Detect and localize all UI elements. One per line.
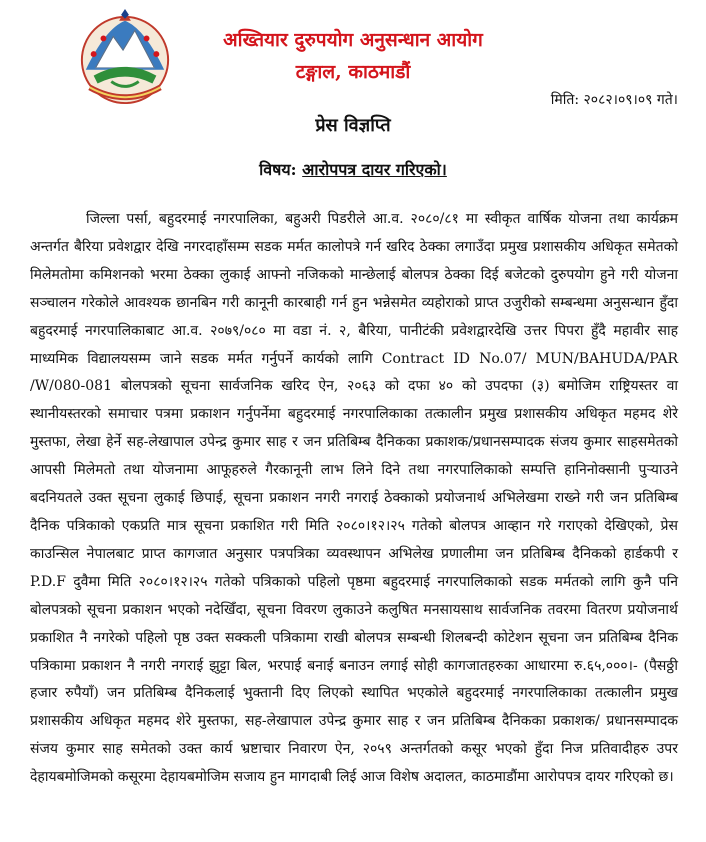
document-date: मिति: २०८२।०९।०९ गते।	[550, 92, 678, 108]
subject-line	[0, 158, 706, 180]
nepal-government-emblem-icon	[76, 8, 174, 108]
organization-name: अख्तियार दुरुपयोग अनुसन्धान आयोग	[223, 29, 483, 51]
press-release-title: प्रेस विज्ञप्ति	[315, 115, 391, 136]
press-release-body: जिल्ला पर्सा, बहुदरमाई नगरपालिका, बहुअरी पिडरीले आ.व. २०८०/८१ मा स्वीकृत वार्षिक योजना तथा कार्यक्रम अन्तर्गत बैरिया प्रवेशद्वार देखि नगरदाहाँसम्म सडक मर्मत कालोपत्रे गर्न खरिद ठेक्का लगाउँदा प्रमुख प्रशासकीय अधिकृत समेतको मिलेमतोमा कमिशनको भरमा ठेक्का लुकाई आफ्नो नजिकको मान्छेलाई बोलपत्र ठेक्का दिई बजेटको दुरुपयोग हुने गरी योजना सञ्चालन गरेकोले आवश्यक छानबिन गरी कानूनी कारबाही गर्न हुन भन्नेसमेत व्यहोराको प्राप्त उजुरीको सम्बन्धमा अनुसन्धान हुँदा बहुदरमाई नगरपालिकाबाट आ.व. २०७९/०८० मा वडा नं. २, बैरिया, पानीटंकी प्रवेशद्वारदेखि उत्तर पिपरा हुँदै महावीर साह माध्यमिक विद्यालयसम्म जाने सडक मर्मत गर्नुपर्ने कार्यको लागि Contract ID No.07/ MUN/BAHUDA/PAR /W/080-081 बोलपत्रको सूचना सार्वजनिक खरिद ऐन, २०६३ को दफा ४० को उपदफा (३) बमोजिम राष्ट्रियस्तर वा स्थानीयस्तरको समाचार पत्रमा प्रकाशन गर्नुपर्नेमा बहुदरमाई नगरपालिकाका तत्कालीन प्रमुख प्रशासकीय अधिकृत महमद शेरे मुस्तफा, लेखा हेर्ने सह-लेखापाल उपेन्द्र कुमार साह र जन प्रतिबिम्ब दैनिकका प्रकाशक/प्रधानसम्पादक संजय कुमार साहसमेतको आपसी मिलेमतो तथा योजनामा आफूहरुले गैरकानूनी लाभ लिने दिने तथा नगरपालिकाको सम्पत्ति हानिनोक्सानी पुऱ्याउने बदनियतले उक्त सूचना लुकाई छिपाई, सूचना प्रकाशन नगरी नगराई ठेक्काको प्रयोजनार्थ अभिलेखमा राख्ने गरी जन प्रतिबिम्ब दैनिक पत्रिकाको एकप्रति मात्र सूचना प्रकाशित गरी मिति २०८०।१२।२५ गतेको बोलपत्र आव्हान गरे गराएको देखिएको, प्रेस काउन्सिल नेपालबाट प्राप्त कागजात अनुसार पत्रपत्रिका व्यवस्थापन अभिलेख प्रणालीमा जन प्रतिबिम्ब दैनिकको हार्डकपी र P.D.F दुवैमा मिति २०८०।१२।२५ गतेको पत्रिकाको पहिलो पृष्ठमा बहुदरमाई नगरपालिकाको सडक मर्मतको लागि कुनै पनि बोलपत्रको सूचना प्रकाशन भएको नदेखिँदा, सूचना विवरण लुकाउने कलुषित मनसायसाथ सार्वजनिक तवरमा वितरण प्रयोजनार्थ प्रकाशित नै नगरेको पहिलो पृष्ठ उक्त सक्कली पत्रिकामा राखी बोलपत्र सम्बन्धी शिलबन्दी कोटेशन सूचना जन प्रतिबिम्ब दैनिक पत्रिकामा प्रकाशन नै नगरी नगराई झुट्टा बिल, भरपाई बनाई बनाउन लगाई सोही कागजातहरुका आधारमा रु.६५,०००।- (पैसठ्ठी हजार रुपैयाँ) जन प्रतिबिम्ब दैनिकलाई भुक्तानी दिए लिएको स्थापित भएकोले बहुदरमाई नगरपालिकाका तत्कालीन प्रमुख प्रशासकीय अधिकृत महमद शेरे मुस्तफा, सह-लेखापाल उपेन्द्र कुमार साह र जन प्रतिबिम्ब दैनिकका प्रकाशक/ प्रधानसम्पादक संजय कुमार साह समेतको उक्त कार्य भ्रष्टाचार निवारण ऐन, २०५९ अन्तर्गतको कसूर भएको हुँदा निज प्रतिवादीहरु उपर देहायबमोजिमको कसूरमा देहायबमोजिम सजाय हुन मागदाबी लिई आज विशेष अदालत, काठमाडौंमा आरोपपत्र दायर गरिएको छ।	[30, 211, 678, 786]
organization-location: टङ्गाल, काठमाडौं	[295, 61, 411, 83]
subject-text: आरोपपत्र दायर गरिएको।	[302, 160, 447, 179]
subject-label: विषय:	[259, 160, 297, 179]
